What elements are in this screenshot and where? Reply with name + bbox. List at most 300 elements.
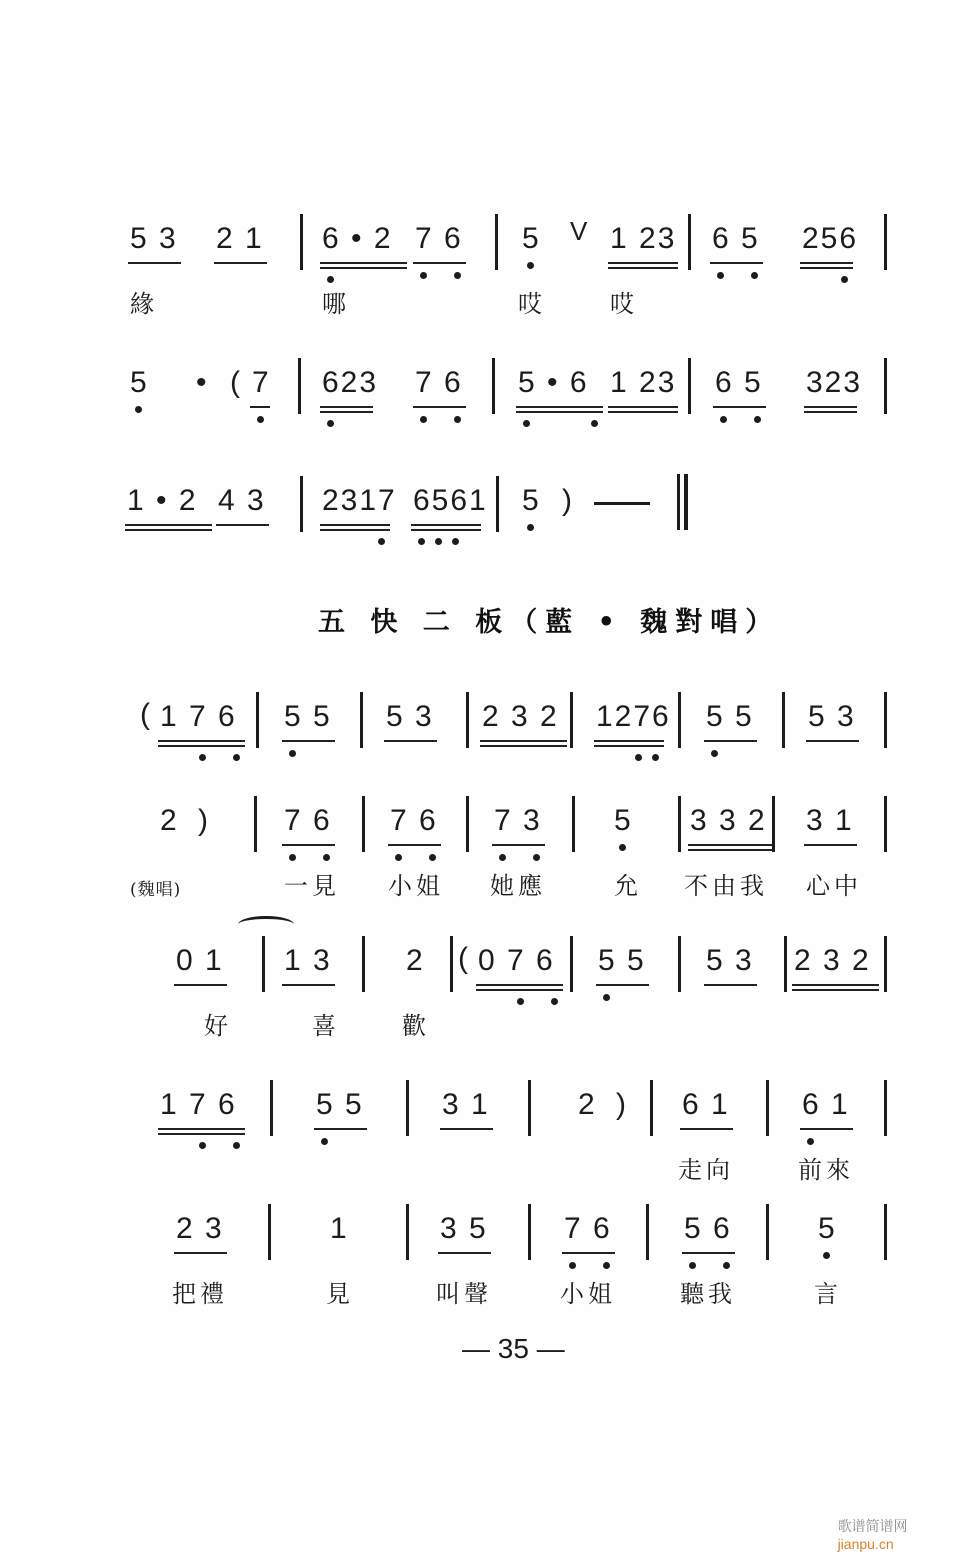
note-group [494, 804, 542, 838]
note-group [715, 366, 763, 400]
note-digits: 2 [160, 804, 179, 837]
octave-dot-low [823, 1252, 830, 1259]
octave-dot-low [603, 994, 610, 1001]
lyric-text: 把禮 [172, 1280, 228, 1308]
note-group [802, 1088, 850, 1122]
note-digits: 7 6 [415, 366, 463, 399]
barline [570, 692, 573, 748]
lyric-text: 前來 [798, 1156, 854, 1184]
note-digits: 2 [578, 1088, 597, 1121]
octave-dot-low [807, 1138, 814, 1145]
score-line [0, 944, 974, 1064]
note-group [176, 944, 224, 978]
underline-eighth [216, 524, 269, 526]
note-group [130, 366, 149, 400]
barline [262, 936, 265, 992]
barline [884, 692, 887, 748]
parenthesis: ( [458, 942, 468, 975]
octave-dot-low [603, 1262, 610, 1269]
barline [492, 358, 495, 414]
underline-eighth [314, 1128, 367, 1130]
octave-dot-low [499, 854, 506, 861]
note-digits: 7 6 [415, 222, 463, 255]
watermark-cn: 歌谱简谱网 [837, 1518, 908, 1534]
underline-eighth [704, 984, 757, 986]
lyric-text: (魏唱) [130, 880, 182, 900]
underline-eighth [562, 1252, 615, 1254]
underline-eighth [480, 740, 567, 742]
underline-eighth [440, 1128, 493, 1130]
lyric-text: 歡 [402, 1012, 430, 1040]
note-group [160, 1088, 237, 1122]
barline [466, 692, 469, 748]
note-group [578, 1088, 597, 1122]
octave-dot-low [517, 998, 524, 1005]
octave-dot-low [395, 854, 402, 861]
barline [678, 936, 681, 992]
barline [360, 692, 363, 748]
barline [766, 1080, 769, 1136]
barline [884, 214, 887, 270]
underline-eighth [250, 406, 270, 408]
note-group [522, 222, 541, 256]
barline [256, 692, 259, 748]
note-group [610, 366, 676, 400]
underline-eighth [792, 984, 879, 986]
final-barline-thin [677, 474, 680, 530]
octave-dot-low [533, 854, 540, 861]
lyric-text: 好 [204, 1012, 232, 1040]
underline-eighth [800, 1128, 853, 1130]
underline-eighth [713, 406, 766, 408]
underline-eighth [282, 844, 335, 846]
note-group [564, 1212, 612, 1246]
note-digits: 6 5 [712, 222, 760, 255]
lyric-text: 言 [814, 1280, 842, 1308]
barline [772, 796, 775, 852]
note-digits: 0 7 6 [478, 944, 555, 977]
barline [300, 214, 303, 270]
barline [884, 796, 887, 852]
note-digits: 5 5 [598, 944, 646, 977]
barline [782, 692, 785, 748]
note-digits: 256 [802, 222, 859, 255]
octave-dot-low [551, 998, 558, 1005]
lyric-text: 聽我 [680, 1280, 736, 1308]
score-line [0, 484, 974, 604]
underline-eighth [608, 406, 678, 408]
underline-eighth [413, 262, 466, 264]
octave-dot-low [841, 276, 848, 283]
note-digits: 7 [252, 366, 271, 399]
barline [766, 1204, 769, 1260]
note-digits: 6 5 [715, 366, 763, 399]
note-group [322, 222, 393, 256]
note-group [598, 944, 646, 978]
underline-sixteenth [125, 529, 212, 531]
note-group [794, 944, 871, 978]
score-line [0, 1212, 974, 1332]
note-group [415, 222, 463, 256]
octave-dot-low [199, 1142, 206, 1149]
octave-dot-low [199, 754, 206, 761]
underline-sixteenth [792, 989, 879, 991]
sustain-dash [594, 502, 650, 505]
octave-dot-low [418, 538, 425, 545]
underline-sixteenth [320, 267, 407, 269]
octave-dot-low [619, 844, 626, 851]
lyric-text: 哪 [322, 290, 350, 318]
octave-dot-low [527, 524, 534, 531]
note-digits: 6 1 [682, 1088, 730, 1121]
note-group [522, 484, 541, 518]
underline-eighth [388, 844, 441, 846]
underline-eighth [804, 406, 857, 408]
note-group [252, 366, 271, 400]
barline [678, 692, 681, 748]
barline [450, 936, 453, 992]
note-digits: 5 3 [130, 222, 178, 255]
underline-eighth [710, 262, 763, 264]
note-group [610, 222, 676, 256]
note-digits: 5 • 6 [518, 366, 589, 399]
octave-dot-low [289, 854, 296, 861]
note-group [322, 366, 378, 400]
lyric-text: 緣 [130, 290, 158, 318]
octave-dot-low [454, 416, 461, 423]
barline [496, 476, 499, 532]
note-digits: 1276 [596, 700, 671, 733]
octave-dot-low [635, 754, 642, 761]
lyric-text: 走向 [678, 1156, 734, 1184]
underline-eighth [800, 262, 853, 264]
note-digits: 1 • 2 [127, 484, 198, 517]
note-digits: 6 • 2 [322, 222, 393, 255]
octave-dot-low [652, 754, 659, 761]
note-group [386, 700, 434, 734]
note-digits: 7 6 [284, 804, 332, 837]
note-group [216, 222, 264, 256]
note-group [690, 804, 767, 838]
note-digits: 5 [130, 366, 149, 399]
underline-sixteenth [476, 989, 563, 991]
dot-extension: • [196, 366, 207, 399]
underline-eighth [125, 524, 212, 526]
lyric-text: 喜 [312, 1012, 340, 1040]
lyric-text: 哎 [518, 290, 546, 318]
underline-eighth [413, 406, 466, 408]
barline [362, 796, 365, 852]
note-digits: 323 [806, 366, 863, 399]
note-digits: 4 3 [218, 484, 266, 517]
barline [466, 796, 469, 852]
underline-eighth [438, 1252, 491, 1254]
lyric-text: 見 [326, 1280, 354, 1308]
note-digits: 7 6 [564, 1212, 612, 1245]
barline [254, 796, 257, 852]
lyric-text: 一見 [284, 872, 340, 900]
note-group [316, 1088, 364, 1122]
barline [298, 358, 301, 414]
octave-dot-low [135, 406, 142, 413]
note-digits: 5 3 [386, 700, 434, 733]
octave-dot-low [711, 750, 718, 757]
note-digits: 3 1 [442, 1088, 490, 1121]
note-group [518, 366, 589, 400]
score-line [0, 366, 974, 486]
note-group [415, 366, 463, 400]
lyric-text: 不由我 [684, 872, 768, 900]
note-digits: 623 [322, 366, 379, 399]
underline-eighth [282, 984, 335, 986]
note-group [482, 700, 559, 734]
underline-eighth [282, 740, 335, 742]
underline-eighth [128, 262, 181, 264]
underline-eighth [682, 1252, 735, 1254]
underline-sixteenth [320, 529, 390, 531]
octave-dot-low [689, 1262, 696, 1269]
note-group [284, 804, 332, 838]
note-digits: 1 7 6 [160, 1088, 237, 1121]
octave-dot-low [233, 754, 240, 761]
underline-sixteenth [800, 267, 853, 269]
underline-sixteenth [804, 411, 857, 413]
note-group [614, 804, 633, 838]
score-line [0, 216, 974, 342]
underline-eighth [476, 984, 563, 986]
barline [884, 1204, 887, 1260]
section-title: 五 快 二 板（藍 • 魏對唱） [318, 607, 781, 638]
note-digits: 5 [818, 1212, 837, 1245]
parenthesis: ) [562, 484, 572, 517]
lyric-text: 叫聲 [436, 1280, 492, 1308]
note-group [712, 222, 760, 256]
underline-eighth [688, 844, 775, 846]
note-digits: 5 [522, 484, 541, 517]
watermark [822, 1500, 908, 1568]
barline [884, 1080, 887, 1136]
note-digits: 1 [330, 1212, 349, 1245]
octave-dot-low [723, 1262, 730, 1269]
note-group [806, 366, 862, 400]
note-digits: 3 5 [440, 1212, 488, 1245]
page-number: — 35 — [462, 1333, 565, 1364]
underline-sixteenth [158, 745, 245, 747]
underline-eighth [320, 262, 407, 264]
parenthesis: ) [198, 804, 208, 837]
octave-dot-low [523, 420, 530, 427]
underline-eighth [384, 740, 437, 742]
underline-eighth [320, 406, 373, 408]
note-digits: 2 3 [176, 1212, 224, 1245]
octave-dot-low [257, 416, 264, 423]
parenthesis: ( [230, 366, 240, 399]
note-digits: 1 23 [610, 222, 677, 255]
note-group [322, 484, 397, 518]
underline-eighth [492, 844, 545, 846]
barline [495, 214, 498, 270]
barline [784, 936, 787, 992]
barline [406, 1080, 409, 1136]
barline [678, 796, 681, 852]
barline [688, 358, 691, 414]
octave-dot-low [454, 272, 461, 279]
octave-dot-low [420, 272, 427, 279]
score-line [0, 804, 974, 924]
note-digits: 5 [522, 222, 541, 255]
note-digits: 5 3 [808, 700, 856, 733]
note-digits: 5 5 [316, 1088, 364, 1121]
underline-eighth [158, 1128, 245, 1130]
octave-dot-low [452, 538, 459, 545]
underline-eighth [174, 1252, 227, 1254]
score-line [0, 700, 974, 820]
octave-dot-low [751, 272, 758, 279]
octave-dot-low [233, 1142, 240, 1149]
underline-eighth [594, 740, 664, 742]
note-group [176, 1212, 224, 1246]
octave-dot-low [429, 854, 436, 861]
tie-slur [238, 916, 294, 933]
underline-eighth [411, 524, 481, 526]
octave-dot-low [420, 416, 427, 423]
note-group [682, 1088, 730, 1122]
underline-eighth [608, 262, 678, 264]
note-digits: 3 3 2 [690, 804, 767, 837]
underline-sixteenth [516, 411, 603, 413]
note-digits: 2 [406, 944, 425, 977]
octave-dot-low [754, 416, 761, 423]
barline [270, 1080, 273, 1136]
barline [406, 1204, 409, 1260]
lyric-text: 允 [614, 872, 642, 900]
note-digits: 6 1 [802, 1088, 850, 1121]
note-digits: 2317 [322, 484, 397, 517]
octave-dot-low [527, 262, 534, 269]
note-group [390, 804, 438, 838]
octave-dot-low [327, 420, 334, 427]
underline-eighth [320, 524, 390, 526]
barline [528, 1204, 531, 1260]
octave-dot-low [435, 538, 442, 545]
note-digits: 1 23 [610, 366, 677, 399]
note-group [413, 484, 488, 518]
underline-eighth [804, 844, 857, 846]
octave-dot-low [717, 272, 724, 279]
barline [268, 1204, 271, 1260]
lyric-text: 小姐 [560, 1280, 616, 1308]
octave-dot-low [569, 1262, 576, 1269]
barline [572, 796, 575, 852]
barline [570, 936, 573, 992]
note-group [218, 484, 266, 518]
lyric-text: 小姐 [388, 872, 444, 900]
note-digits: 3 1 [806, 804, 854, 837]
score-line [0, 1088, 974, 1208]
underline-sixteenth [320, 411, 373, 413]
barline [646, 1204, 649, 1260]
octave-dot-low [378, 538, 385, 545]
underline-sixteenth [411, 529, 481, 531]
underline-eighth [214, 262, 267, 264]
note-digits: 0 1 [176, 944, 224, 977]
note-group [818, 1212, 837, 1246]
lyric-text: 心中 [806, 872, 862, 900]
final-barline-thick [684, 474, 688, 530]
octave-dot-low [289, 750, 296, 757]
underline-sixteenth [158, 1133, 245, 1135]
note-digits: 1 3 [284, 944, 332, 977]
note-digits: 5 5 [706, 700, 754, 733]
note-group [330, 1212, 349, 1246]
underline-eighth [174, 984, 227, 986]
barline [884, 358, 887, 414]
note-digits: 5 [614, 804, 633, 837]
note-group [478, 944, 555, 978]
octave-dot-low [321, 1138, 328, 1145]
watermark-site: jianpu.cn [837, 1536, 894, 1552]
note-group [160, 804, 179, 838]
underline-eighth [680, 1128, 733, 1130]
note-digits: 2 3 2 [794, 944, 871, 977]
barline [362, 936, 365, 992]
underline-sixteenth [688, 849, 775, 851]
octave-dot-low [327, 276, 334, 283]
note-digits: 6561 [413, 484, 488, 517]
underline-sixteenth [608, 411, 678, 413]
note-group [130, 222, 178, 256]
underline-sixteenth [594, 745, 664, 747]
underline-sixteenth [480, 745, 567, 747]
barline [650, 1080, 653, 1136]
note-group [706, 700, 754, 734]
breath-mark: V [570, 216, 588, 246]
underline-eighth [704, 740, 757, 742]
note-digits: 2 3 2 [482, 700, 559, 733]
parenthesis: ) [616, 1088, 626, 1121]
note-digits: 2 1 [216, 222, 264, 255]
note-group [684, 1212, 732, 1246]
underline-eighth [516, 406, 603, 408]
lyric-text: 哎 [610, 290, 638, 318]
octave-dot-low [323, 854, 330, 861]
underline-sixteenth [608, 267, 678, 269]
note-group [127, 484, 198, 518]
note-group [596, 700, 671, 734]
note-group [706, 944, 754, 978]
note-digits: 7 6 [390, 804, 438, 837]
underline-eighth [806, 740, 859, 742]
octave-dot-low [591, 420, 598, 427]
note-digits: 5 6 [684, 1212, 732, 1245]
note-group [284, 944, 332, 978]
note-group [406, 944, 425, 978]
note-group [284, 700, 332, 734]
barline [884, 936, 887, 992]
note-digits: 5 5 [284, 700, 332, 733]
note-group [442, 1088, 490, 1122]
note-digits: 5 3 [706, 944, 754, 977]
barline [528, 1080, 531, 1136]
lyric-text: 她應 [490, 872, 546, 900]
note-digits: 7 3 [494, 804, 542, 837]
note-group [440, 1212, 488, 1246]
note-digits: 1 7 6 [160, 700, 237, 733]
barline [688, 214, 691, 270]
note-group [802, 222, 858, 256]
note-group [160, 700, 237, 734]
underline-eighth [596, 984, 649, 986]
